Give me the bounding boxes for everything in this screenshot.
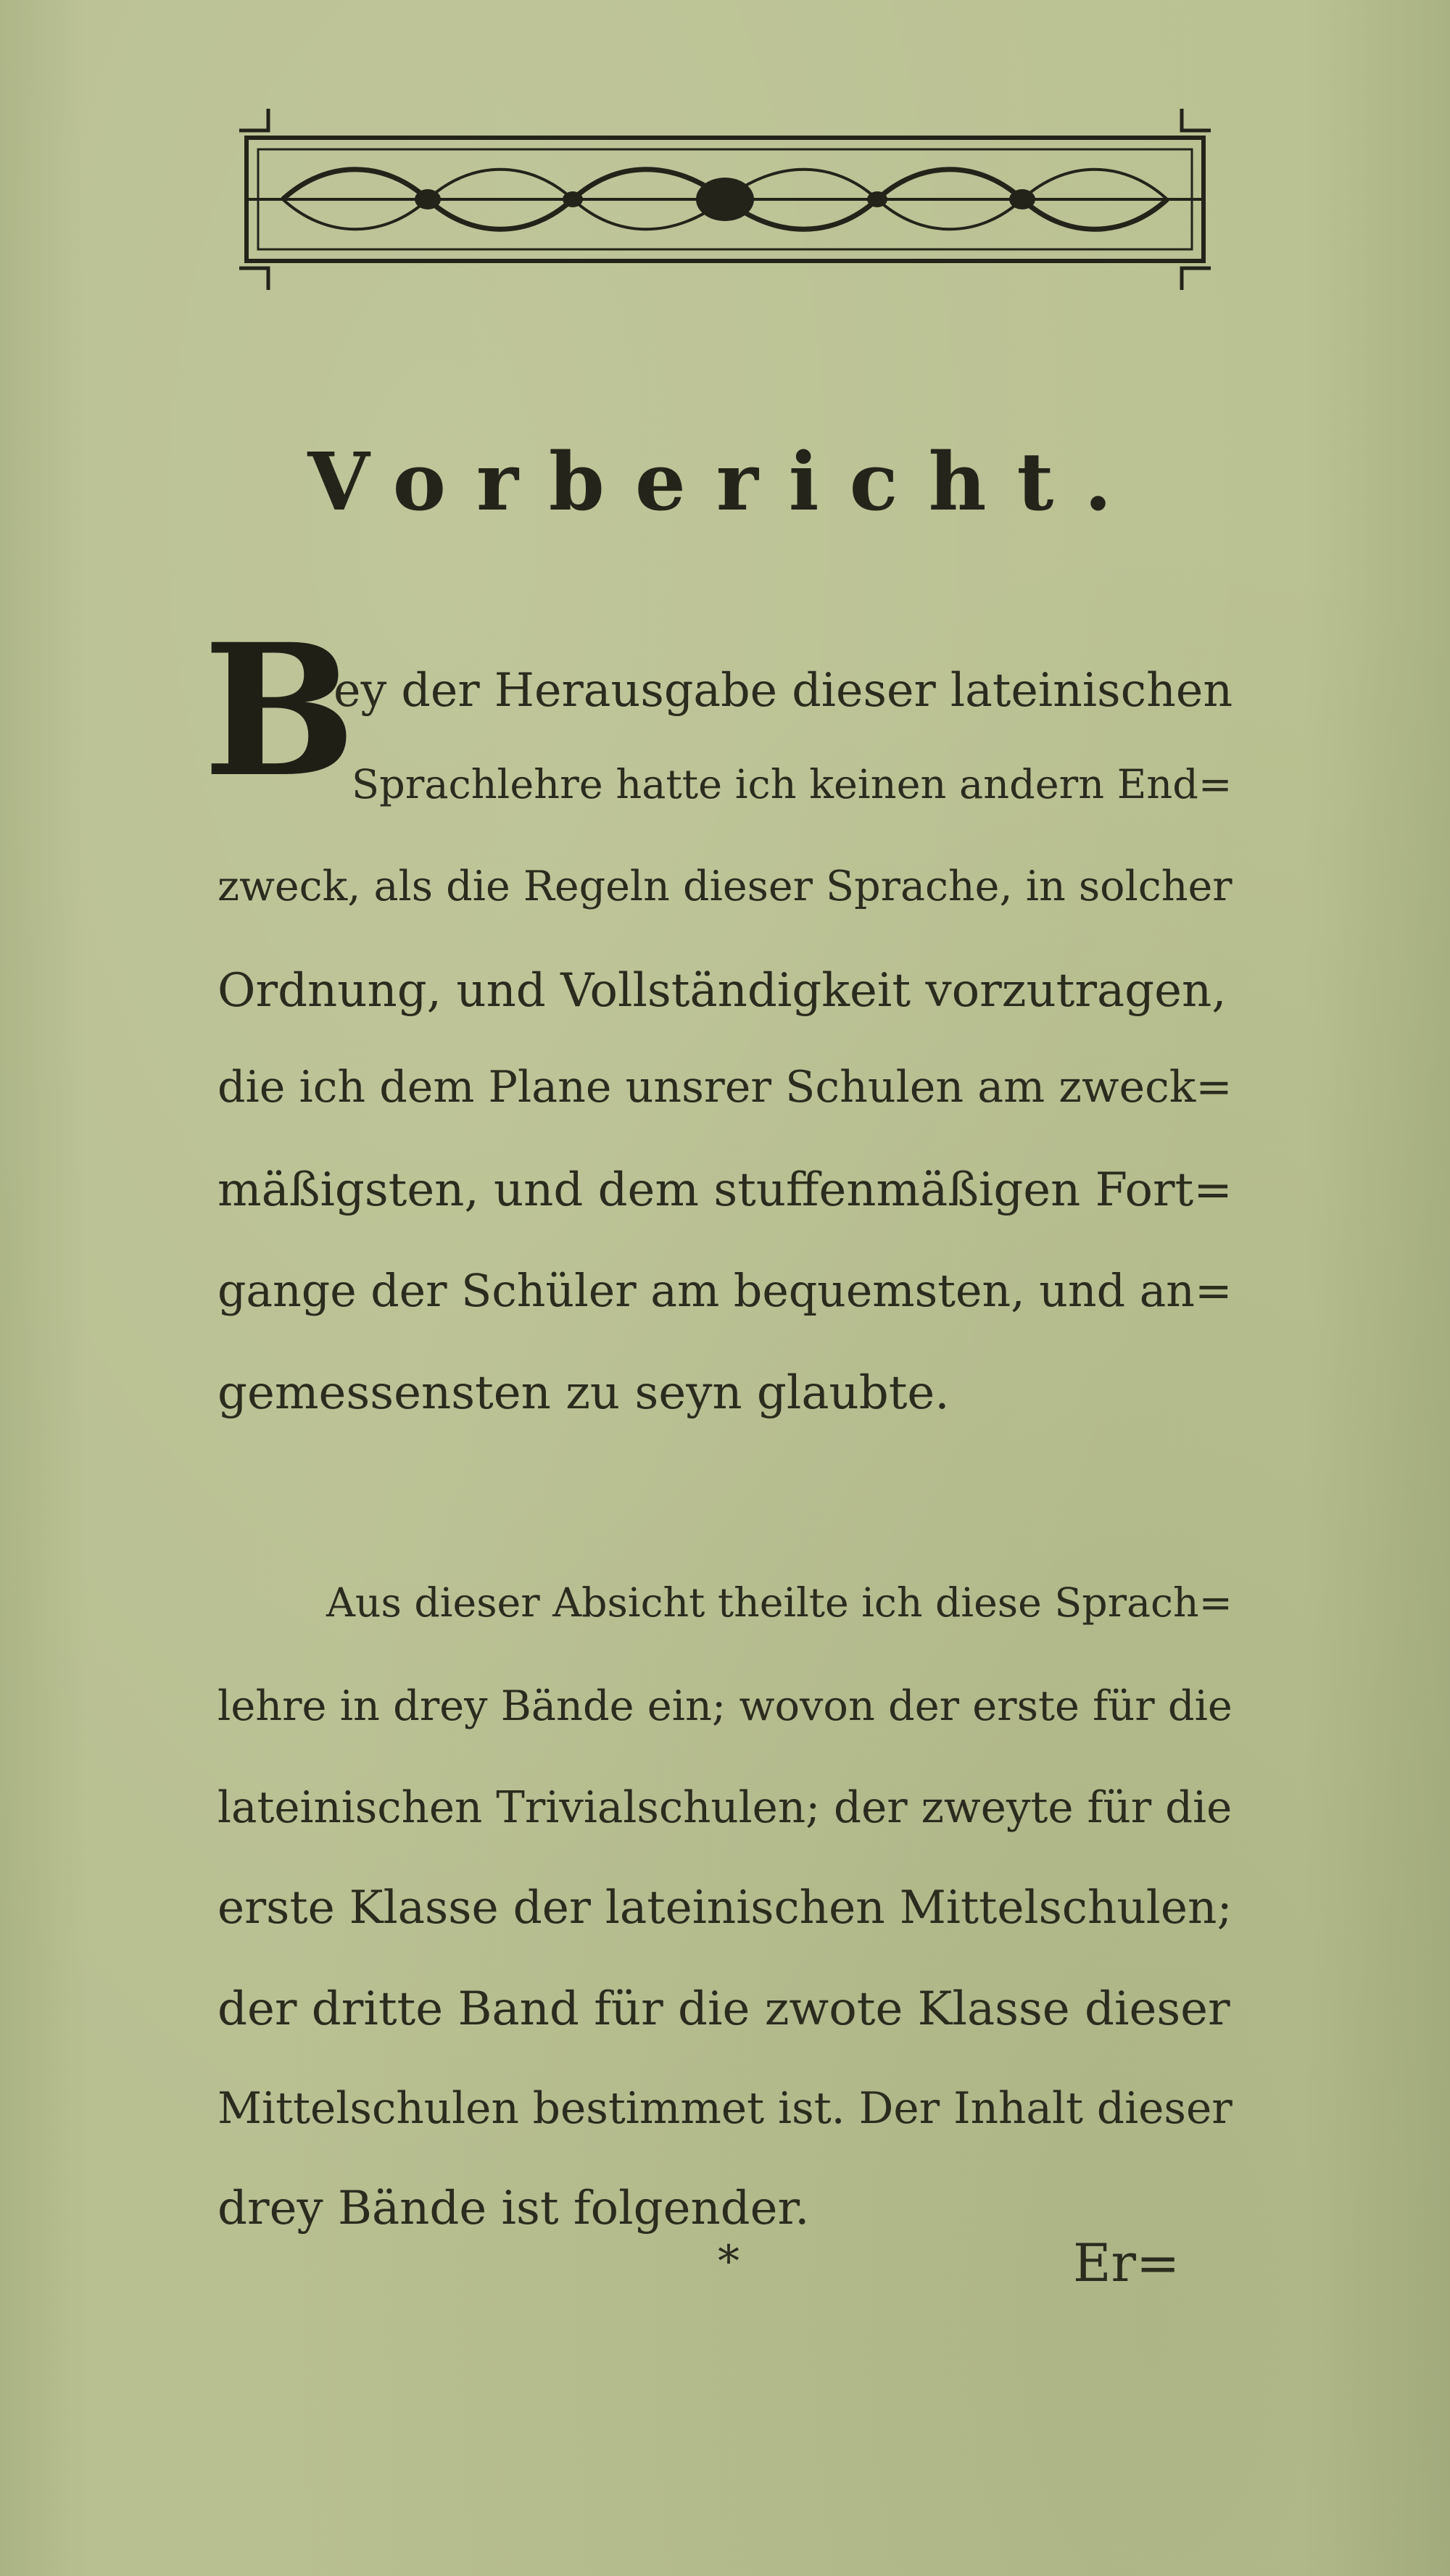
text-line: zweck, als die Regeln dieser Sprache, in solcher: [218, 863, 1232, 910]
catchword: Er=: [1073, 2232, 1180, 2293]
text-line: erste Klasse der lateinischen Mittelschulen;: [218, 1881, 1232, 1934]
drop-cap: B: [203, 604, 357, 817]
text-line: lehre in drey Bände ein; wovon der erste für die: [218, 1682, 1232, 1730]
text-line: Ordnung, und Vollständigkeit vorzutragen,: [218, 964, 1227, 1018]
text-line: drey Bände ist folgender.: [218, 2182, 810, 2235]
text-line: lateinischen Trivialschulen; der zweyte für die: [218, 1783, 1232, 1833]
text-line: Aus dieser Absicht theilte ich diese Sprach=: [326, 1580, 1232, 1626]
section-heading: Vorbericht.: [307, 435, 1143, 528]
text-line: gemessensten zu seyn glaubte.: [218, 1366, 950, 1420]
text-line: ey der Herausgabe dieser lateinischen: [334, 663, 1233, 717]
text-line: mäßigsten, und dem stuffenmäßigen Fort=: [218, 1163, 1232, 1217]
text-line: der dritte Band für die zwote Klasse dieser: [218, 1982, 1230, 2036]
text-line: Sprachlehre hatte ich keinen andern End=: [352, 761, 1232, 808]
text-line: Mittelschulen bestimmet ist. Der Inhalt dieser: [218, 2084, 1232, 2134]
text-line: die ich dem Plane unsrer Schulen am zweck=: [218, 1062, 1232, 1113]
text-line: gange der Schüler am bequemsten, und an=: [218, 1265, 1232, 1317]
signature-mark: *: [718, 2236, 740, 2287]
header-ornament: [239, 109, 1211, 290]
